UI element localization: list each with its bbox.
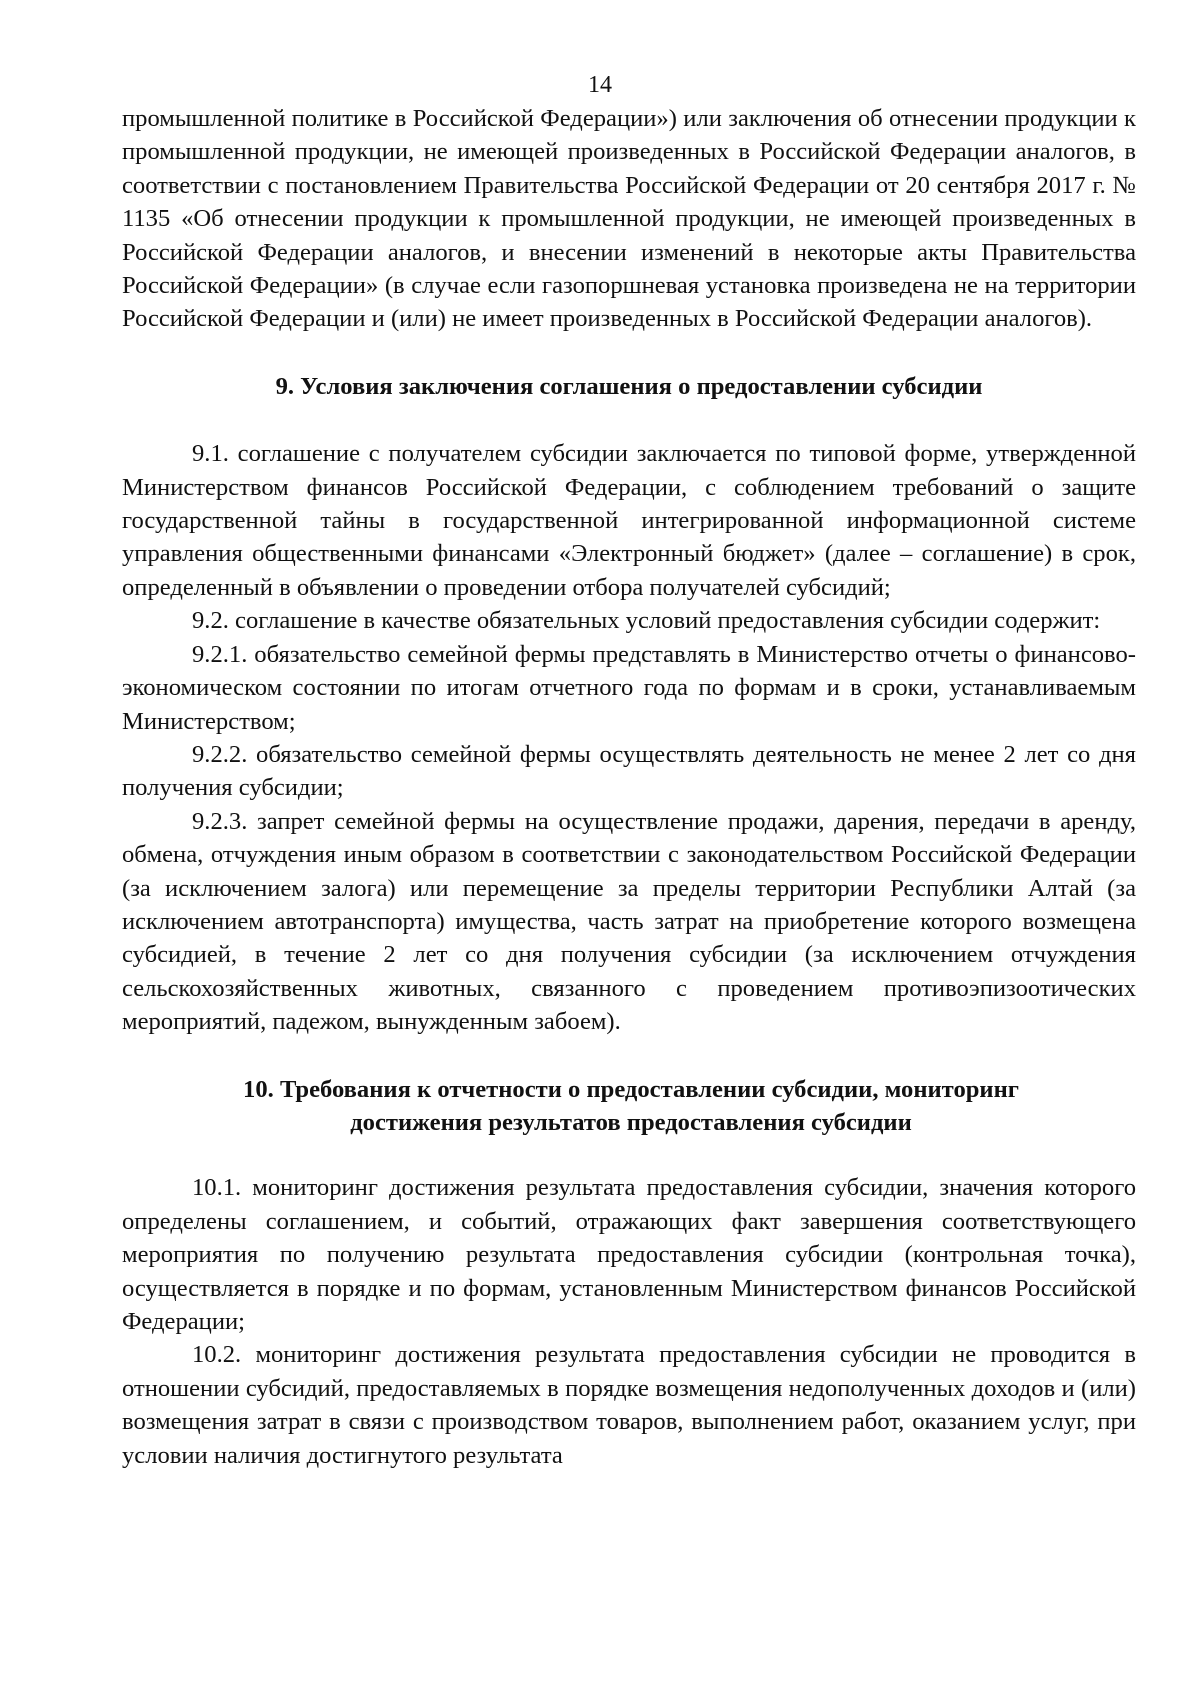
section-10-heading-line-2: достижения результатов предоставления субсидии <box>350 1108 912 1136</box>
paragraph-10-1: 10.1. мониторинг достижения результата предоставления субсидии, значения которого определены соглашением, и событий, отражающих факт завершения соответствующего мероприятия по получению результата предоставления субсидии (контрольная точка), осуществляется в порядке и по формам, установленным Министерством финансов Российской Федерации; <box>122 1174 1136 1335</box>
section-9-heading: 9. Условия заключения соглашения о предоставлении субсидии <box>275 372 983 400</box>
paragraph-9-1: 9.1. соглашение с получателем субсидии заключается по типовой форме, утвержденной Министерством финансов Российской Федерации, с соблюдением требований о защите государственной тайны в государственной интегрированной информационной системе управления общественными финансами «Электронный бюджет» (далее – соглашение) в срок, определенный в объявлении о проведении отбора получателей субсидий; <box>122 440 1136 601</box>
paragraph-9-2-3: 9.2.3. запрет семейной фермы на осуществление продажи, дарения, передачи в аренду, обмена, отчуждения иным образом в соответствии с законодательством Российской Федерации (за исключением залога) или перемещение за пределы территории Республики Алтай (за исключением автотранспорта) имущества, часть затрат на приобретение которого возмещена субсидией, в течение 2 лет со дня получения субсидии (за исключением отчуждения сельскохозяйственных животных, связанного с проведением противоэпизоотических мероприятий, падежом, вынужденным забоем). <box>122 807 1136 1036</box>
page-number: 14 <box>588 72 612 98</box>
paragraph-9-2-2: 9.2.2. обязательство семейной фермы осуществлять деятельность не менее 2 лет со дня получения субсидии; <box>122 740 1136 802</box>
section-10-heading <box>122 1073 1136 1140</box>
section-10-heading-line-1: 10. Требования к отчетности о предоставлении субсидии, мониторинг <box>243 1075 1019 1103</box>
document-body <box>122 102 1136 1472</box>
intro-paragraph: промышленной политике в Российской Федерации») или заключения об отнесении продукции к промышленной продукции, не имеющей произведенных в Российской Федерации аналогов, в соответствии с постановлением Правительства Российской Федерации от 20 сентября 2017 г. № 1135 «Об отнесении продукции к промышленной продукции, не имеющей произведенных в Российской Федерации аналогов, и внесении изменений в некоторые акты Правительства Российской Федерации» (в случае если газопоршневая установка произведена не на территории Российской Федерации и (или) не имеет произведенных в Российской Федерации аналогов). <box>122 105 1136 333</box>
paragraph-10-2: 10.2. мониторинг достижения результата предоставления субсидии не проводится в отношении субсидий, предоставляемых в порядке возмещения недополученных доходов и (или) возмещения затрат в связи с производством товаров, выполнением работ, оказанием услуг, при условии наличия достигнутого результата <box>122 1341 1136 1469</box>
paragraph-9-2-1: 9.2.1. обязательство семейной фермы представлять в Министерство отчеты о финансово-экономическом состоянии по итогам отчетного года по формам и в сроки, устанавливаемым Министерством; <box>122 640 1136 735</box>
paragraph-9-2: 9.2. соглашение в качестве обязательных условий предоставления субсидии содержит: <box>192 607 1101 635</box>
